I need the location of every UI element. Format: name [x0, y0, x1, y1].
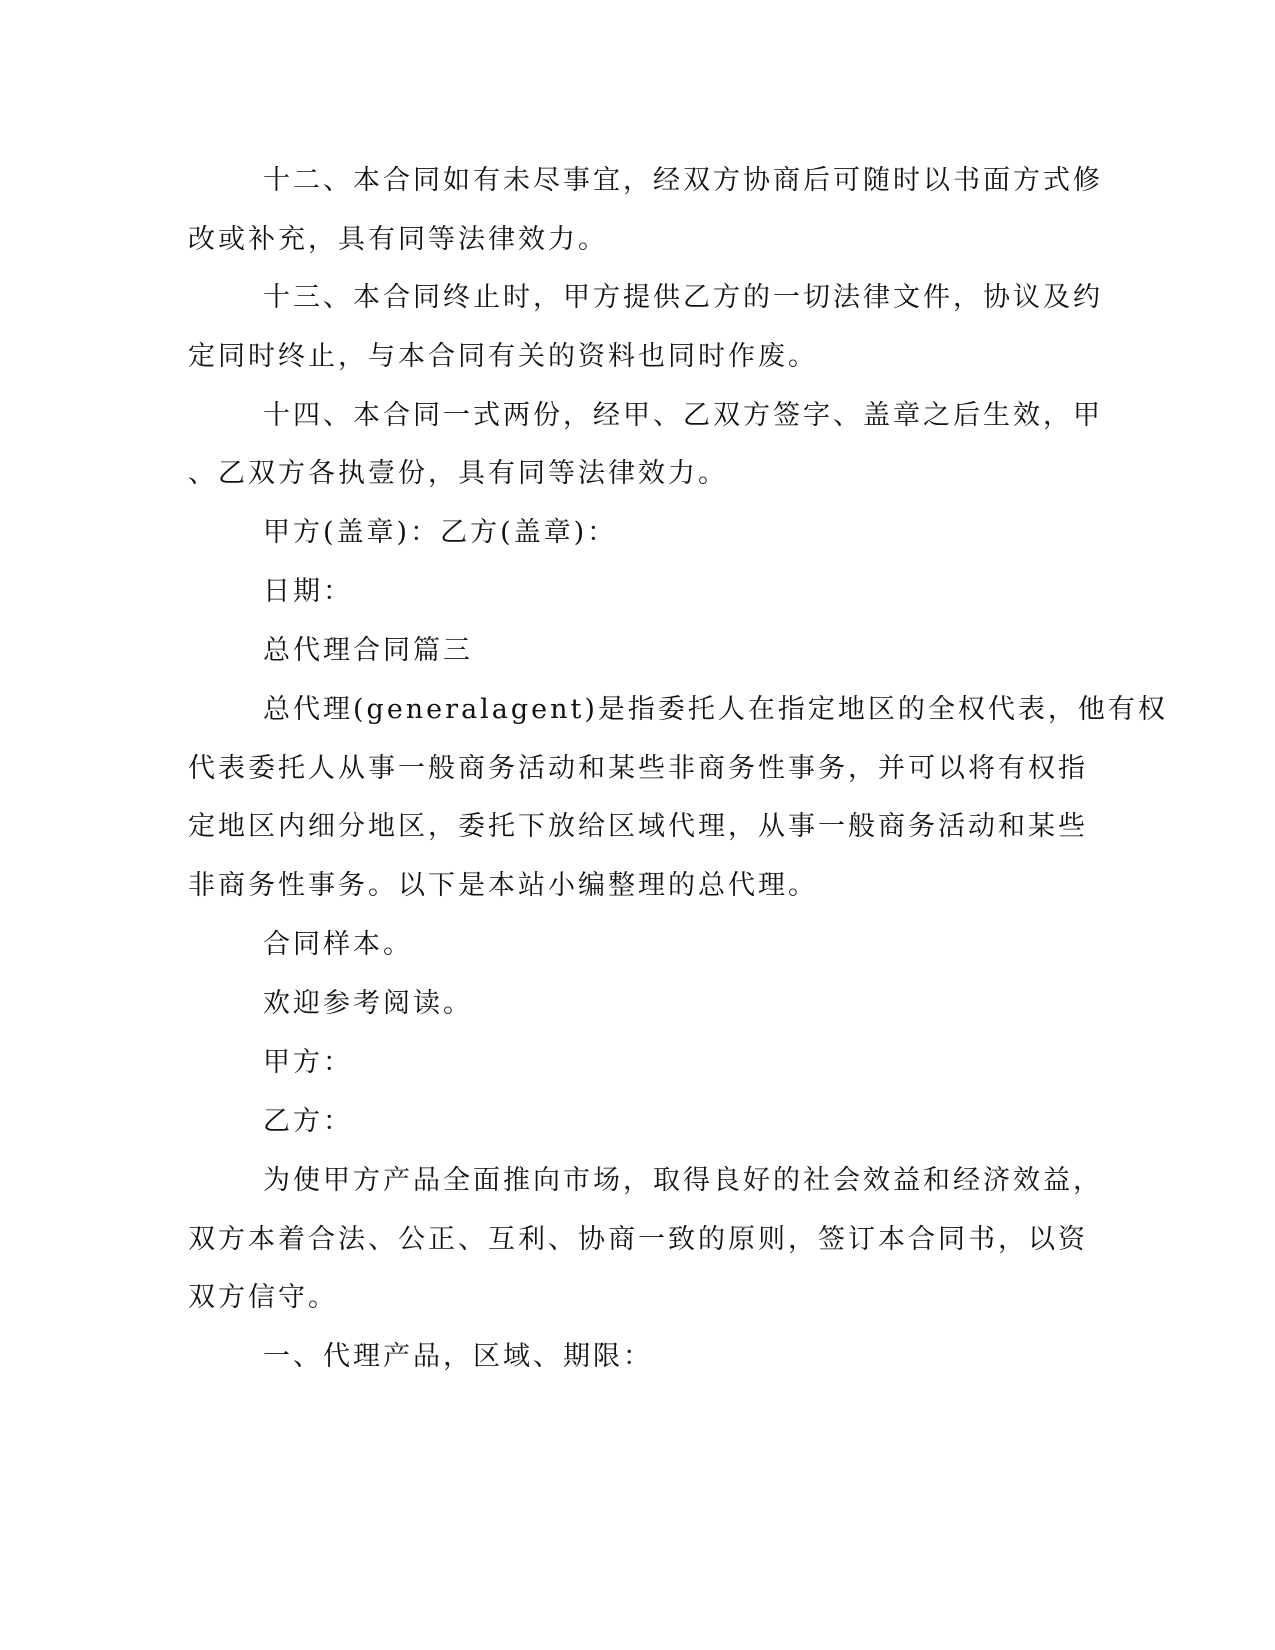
text-line: 为使甲方产品全面推向市场，取得良好的社会效益和经济效益，	[263, 1165, 1103, 1196]
text-line: 定地区内细分地区，委托下放给区域代理，从事一般商务活动和某些	[188, 811, 1088, 842]
text-line: 定同时终止，与本合同有关的资料也同时作废。	[188, 341, 818, 372]
text-line: 双方信守。	[188, 1282, 338, 1313]
clause-heading: 一、代理产品，区域、期限：	[263, 1341, 653, 1372]
text-line: 改或补充，具有同等法律效力。	[188, 224, 608, 255]
section-heading: 总代理合同篇三	[263, 635, 473, 666]
text-line: 双方本着合法、公正、互利、协商一致的原则，签订本合同书，以资	[188, 1224, 1088, 1255]
text-line: 非商务性事务。以下是本站小编整理的总代理。	[188, 870, 818, 901]
signature-line: 甲方(盖章)：乙方(盖章)：	[263, 517, 618, 548]
text-line: 总代理(generalagent)是指委托人在指定地区的全权代表，他有权	[263, 694, 1168, 725]
text-line: 合同样本。	[263, 929, 413, 960]
text-line: 、乙双方各执壹份，具有同等法律效力。	[188, 458, 728, 489]
party-a-line: 甲方：	[263, 1047, 353, 1078]
text-line: 欢迎参考阅读。	[263, 988, 473, 1019]
date-line: 日期：	[263, 576, 353, 607]
party-b-line: 乙方：	[263, 1106, 353, 1137]
text-line: 十三、本合同终止时，甲方提供乙方的一切法律文件，协议及约	[263, 282, 1103, 313]
text-line: 十四、本合同一式两份，经甲、乙双方签字、盖章之后生效，甲	[263, 400, 1103, 431]
text-line: 十二、本合同如有未尽事宜，经双方协商后可随时以书面方式修	[263, 165, 1103, 196]
text-line: 代表委托人从事一般商务活动和某些非商务性事务，并可以将有权指	[188, 753, 1088, 784]
